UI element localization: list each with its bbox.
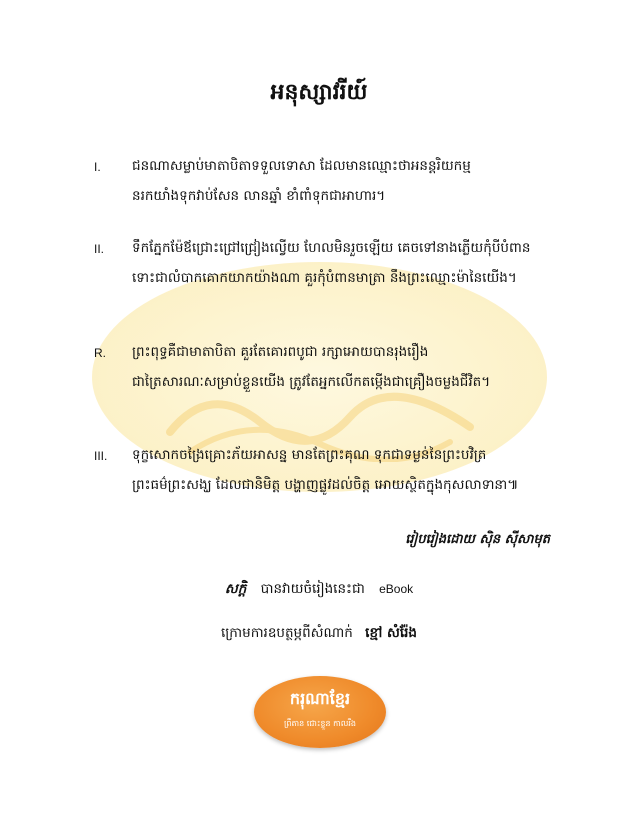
verse-marker: I. <box>94 160 101 174</box>
typist-text: បានវាយចំរៀងនេះជា <box>260 581 365 597</box>
verse-line: ជាត្រៃសារណៈសម្រាប់ខ្លួនយើង ត្រូវតែអ្នកលើកតម្កើងជាគ្រឿងចម្លងជីវិត។ <box>132 374 491 390</box>
verse-line: នរកយាំងទុកវាប់សែន លានឆ្នាំ ខាំពាំទុកជាអាហារ។ <box>132 188 386 204</box>
logo-subtitle: ព្រឹតាន ជោះខ្លួន កាលរឹង <box>284 719 356 728</box>
author-signature: រៀបរៀងដោយ ស៊ិន ស៊ីសាមុត <box>405 532 550 547</box>
credit-line-typist <box>0 580 638 600</box>
logo-title: ករុណាខ្មែរ <box>289 689 351 708</box>
verse-line: ព្រះធម៌ព្រះសង្ឃ ដែលជានិមិត្ត បង្ហាញផ្លូវដល់ចិត្ត អោយស្ថិតក្នុងកុសលាទានា៕ <box>132 477 519 493</box>
verse-marker: III. <box>94 449 108 463</box>
verse-line: ទឹកភ្នែកម៉ែឪជ្រោះជ្រៅជ្រៀងល្វើយ ហែលមិនរួចឡើយ គេចទៅនាងភ្លើយកុំបីបំពាន <box>132 240 531 256</box>
sponsor-text: ក្រោមការឧបត្ថម្ភពីសំណាក់ <box>220 625 353 641</box>
page-title: អនុស្សាវរីយ៍ <box>270 80 368 105</box>
verse-marker: II. <box>94 242 105 256</box>
verse-line: ទុក្ខសោកចង្រៃគ្រោះភ័យអាសន្ន មានតែព្រះគុណ ទុកជាទម្ងន់នៃព្រះបវិត្រ <box>132 447 487 463</box>
credit-line-sponsor <box>0 624 638 644</box>
sponsor-name: ខ្មៅ សំរ៉ែង <box>365 625 418 641</box>
brand-logo <box>254 676 386 748</box>
verse-line: ព្រះពុទ្ធគឺជាមាតាបិតា គួរតែគោរពបូជា រក្សាអោយបានរុងរឿង <box>132 344 429 360</box>
verse-line: ជនណាសម្លាប់មាតាបិតាទទួលទោសា ដែលមានឈ្មោះថាអនន្តរិយកម្ម <box>132 158 471 174</box>
ebook-label: eBook <box>379 582 414 596</box>
verse-line: ទោះជាលំបាកគោកយាកយ៉ាងណា គួរកុំបំពានមាត្រា នឹងព្រះឈ្មោះម៉ានៃយើង។ <box>132 270 517 286</box>
typist-name: សក្តិ <box>224 581 247 597</box>
verse-marker: R. <box>94 346 106 360</box>
